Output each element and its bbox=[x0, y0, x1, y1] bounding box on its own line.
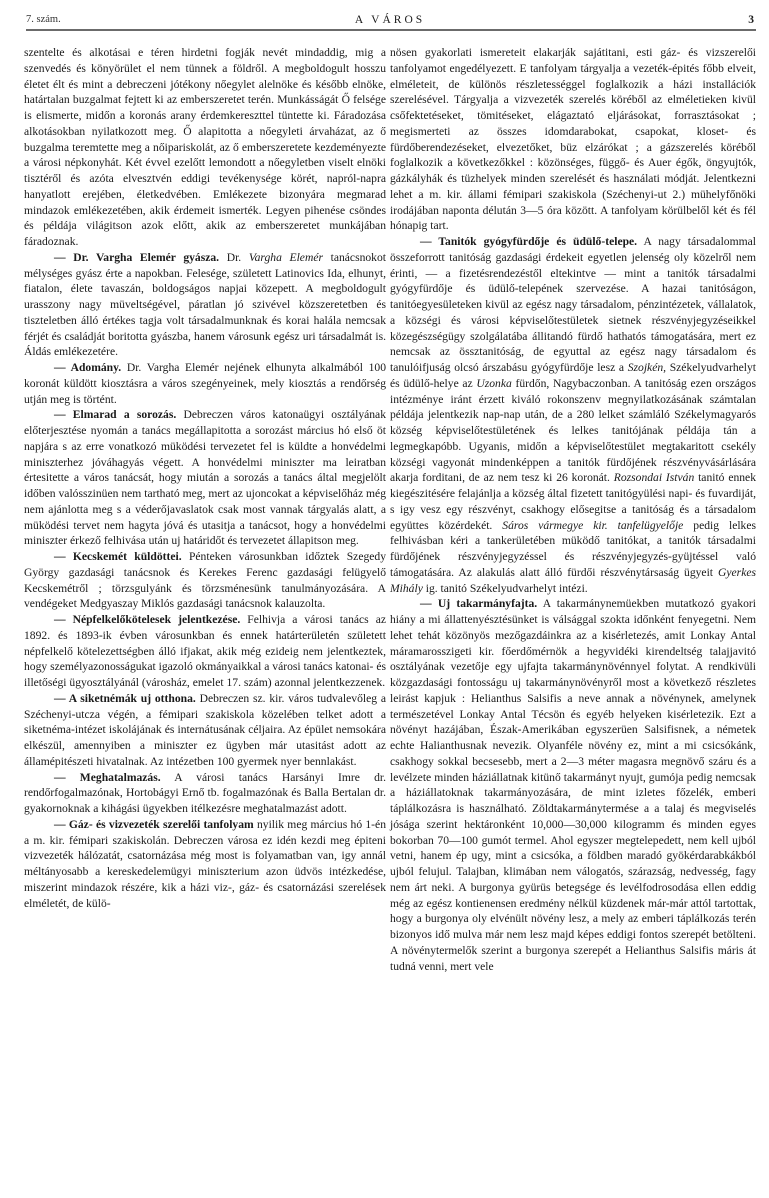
page-number: 3 bbox=[748, 14, 754, 26]
article-nepfelkelo bbox=[24, 612, 386, 691]
page-header bbox=[26, 12, 754, 28]
article-sorozas bbox=[24, 407, 386, 549]
issue-number: 7. szám. bbox=[26, 14, 61, 25]
article-body: Pénteken városunkban időztek Szegedy György gazdasági tanácsnok és Kerekes Ferenc gazdasági felügyelő Kecskemétről ; törzsgulyánk és törzsménesünk tanulmányozására. A vendégeket Medgyaszay Miklós gazdasági tanácsnok kalauzolta. bbox=[24, 550, 386, 611]
newspaper-title: A VÁROS bbox=[354, 14, 426, 26]
article-headline: — Kecskemét küldöttei. bbox=[54, 550, 182, 563]
article-tanitok-furdo bbox=[390, 234, 756, 596]
article-headline: — Meghatalmazás. bbox=[54, 770, 161, 784]
article-vargha-gyasza: — Dr. Vargha Elemér gyásza. Dr. Vargha Elemér tanácsnokot mélységes gyász érte a napokban. Felesége, született Latinovics Ida, elhunyt, fiatalon, élete tavaszán, boldogságos napjai közepett. A megboldogult urasszony nagy müveltségével, páratlan jó szivével közszeretetben és tiszteletben álló értékes tagja volt társadalmunknak és korai halála nemcsak férjét és családját boritotta gyászba, hanem városunk egész uri társadalmát is. Áldás emlékezetére. bbox=[24, 250, 387, 359]
article-headline: — Népfelkelőkötelesek jelentkezése. bbox=[54, 613, 241, 626]
person-name: Vargha Elemér bbox=[248, 250, 323, 264]
article-body: nyilik meg március hó 1-én a m. kir. fémipari szakiskolán. Debreczen városa ez idén kezdi meg épiteni vizvezeték hálózatát, csatornázása még most is folyamatban van, igy annál méltányosabb a kereskedelemügyi miniszterium azon üdvös intézkedése, miszerint mindazok részére, kik a házi viz-, gáz- és csatornázási szerelések elméletét, de külö- bbox=[24, 817, 386, 910]
left-column bbox=[24, 45, 386, 911]
article-kecskemet bbox=[24, 549, 386, 612]
article-headline: — Elmarad a sorozás. bbox=[54, 408, 177, 422]
article-headline: — Uj takarmányfajta. bbox=[420, 597, 538, 611]
article-headline: — Gáz- és vizvezeték szerelői tanfolyam bbox=[54, 817, 254, 831]
article-takarmanyfajta bbox=[390, 596, 756, 974]
article-meghatalmazas bbox=[24, 770, 386, 817]
article-adomany bbox=[24, 360, 386, 407]
article-headline: — Tanitók gyógyfürdője és üdülő-telepe. bbox=[420, 235, 638, 248]
article-body: A takarmánynemüekben mutatkozó gyakori hiány a mi állattenyésztésünket is válsággal szokta időnként fenyegetni. Nem lehet tehát közönyös mezőgazdáinkra az a kisérletezés, amit Lonkay Antal máramarosszigeti kir. főerdőmérnök a hegyvidéki kirendeltség talajjavitó osztályának vezetője egy ujfajta takarmánynövénnyel folytat. A rendkivüli közgazdasági fontosságu uj takarmánynövényről most a következő részletes leirást kapjuk : Helianthus Salsifis a neve annak a növénynek, amelynek természetével Lonkay Antal Técsön és egyéb helyeken kisérletezik. Ezt a növényt hazájában, Észak-Amerikában egyszerüen Salsifisnek, a németek echte Halianthusnak nevezik. Olyanféle növény ez, mint a mi csicsókánk, csakhogy sokkal becsesebb, mert a 2—3 méter magasra megnövő száru és a levélzete minden háziállatnak kitünő takarmányt nyujt, gumója pedig nemcsak a háziállatoknak takarmányozására, de mint izletes főzelék, emberi táplálkozásra is használható. Zöldtakarmánytermése a a talaj és megviselés jósága szerint hektáronként 10,000—30,000 kilogramm és minden egyes bokorban 70—100 gumót termel. Ahol egyszer megtelepedett, nem kell ujból vetni, hanem ép ugy, mint a csicsóka, a földben maradó gyökérdarabkákból ujból felujul. Talajban, klimában nem válogatós, szárazság, nedvesség, fagy nem árt neki. A burgonya gyürüs betegsége és levélfodrosodása ellen eddig még az egész kontienensen eredmény nélkül küzdenek már-már attól tartottak, hogy a burgonya oly elvénült növény lesz, a mely az emberi táplálkozás terén bizonyos idő mulva már nem lesz majd képes eddigi fontos szerepét betölteni. A növénytermelők szerint a burgonya szerepét a Helianthus Salsifis máris át tudná venni, mert vele bbox=[390, 597, 756, 973]
article-headline: — A siketnémák uj otthona. bbox=[54, 691, 196, 705]
emphasized-name: Rozsondai István bbox=[613, 471, 695, 485]
article-headline: — Adomány. bbox=[54, 361, 122, 374]
article-body: A nagy társadalommal összeforrott tanitóság gazdasági érdekeit egyetlen jelenség oly közelről nem érinti, — a fizetésrendezéstől eltekintve — mint a tanitók társadalmi gyógyfürdője és üdülő-telepének szervezése. A hazai tanitóságon, tanitóegyesületeken kivül az egész nagy társadalom, pénzintézetek, vállalatok, a községi és városi képviselőtestületek sietnek részvényjegyzéseikkel közegészségügy szolgálatába állitandó fürdő hathatós támogatására, mert ez nemcsak az össztanitóság, de egyuttal az egész nagy társadalom és tanulóifjuság olcsó árszabásu gyógyfürdője lesz a Szojkén, Székelyudvarhelyt és üdülő-helye az Uzonka fürdőn, Nagybaczonban. A tanitóság ezen országos intézménye iránt érzett kiváló rokonszenv megnyilatkozásának számtalan példája jelentkezik nap-nap után, de a 280 lelket számláló Székelymagyarós község képviselőtestületének és lelkes tanitójának példája tán a legmegkapóbb. Ugyanis, midőn a képviselőtestület megtakaritott csekély községi vagyonát mindenképpen a tanitók fürdőjének részvényvásárlására akarja forditani, de az nem tesz ki 26 koronát. Rozsondai István tanitó ennek kiegészitésére felajánlja a község által fizetett tanitógyülési napi- és fuvardiját, s igy vesz egy részvényt, csakhogy elősegitse a tanitóság és a társadalom együttes közérdekét. Sáros vármegye kir. tanfelügyelője pedig lelkes felhivásban kéri a tankerületében müködő tanitókat, a tanitók társadalmi fürdőjének részvényjegyzéssel és részvényjegyzés-gyüjtéssel való támogatására. Az alakulás alatt álló fürdői részvénytársaság ügyeit Gyerkes Mihály ig. tanitó Székelyudvarhelyt intézi. bbox=[390, 235, 757, 595]
right-column bbox=[390, 45, 756, 974]
article-body: A városi tanács Harsányi Imre dr. rendőrfogalmazónak, Hortobágyi Ernő tb. fogalmazónak és Balla Bertalan dr. gyakornoknak a kihágási ügyekben itélkezésre meghatalmazást adott. bbox=[24, 770, 386, 815]
article-body: tanácsnokot mélységes gyász érte a napokban. Felesége, született Latinovics Ida, elhunyt, fiatalon, élete tavaszán, boldogságos napjai közepett. A megboldogult urasszony nagy müveltségével, páratlan jó szivével közszeretetben és tiszteletben álló értékes tagja volt társadalmunknak és korai halála nemcsak férjét és családját boritotta gyászba, hanem városunk egész uri társadalmát is. Áldás emlékezetére. bbox=[24, 250, 387, 359]
continued-paragraph: nösen gyakorlati ismereteit elakarják sajátitani, esti gáz- és vizszerelői tanfolyamot engedélyezett. E tanfolyam tárgyalja a vezeték-épités főbb elveit, elméleteit, de különös részletességgel foglalkozik a házi installációk szerelésével. Tárgyalja a vizvezeték szerelés köréből az elméletieken kivül csőfektetéseket, tömitéseket, elágaztató eljárásokat, forrasztásokat ; megismerteti az összes idomdarabokat, csapokat, kloset- és fürdőberendezéseket, elvezetőket, büz elzárókat ; a gázszerelés köréből foglalkozik a következőkkel : közönséges, függő- és Auer égők, öngyujtók, gázkályhák és tüzhelyek minden szerelését és használati módját. Jelentkezni lehet a m. kir. állami fémipari szakiskola (Széchenyi-ut 2.) mühelyfőnöki irodájában naponta délután 3—5 óra között. A tanfolyam körülbelől két és fél hónapig tart. bbox=[390, 46, 756, 233]
continued-paragraph: szentelte és alkotásai e téren hirdetni fogják nevét mindaddig, mig a szenvedés és könyörület el nem tünnek a földről. A megboldogult hosszu életet élt és mint a debreczeni jótékony nőegylet alelnöke és később elnöke, határtalan buzgalmat fejtett ki az emberszeretet terén. Munkásságát Ő felsége is elismerte, midőn a koronás arany érdemkereszttel tüntette ki. Fáradozása alkotásokban nyilatkozott meg. Ő alapitotta a nőegyleti árvaházat, az ő buzgalma teremtette meg a nőipariskolát, az ő emberszeretete kezdeményezte a városi népkonyhát. Két évvel ezelőtt lemondott a nőegyletben viselt elnöki tisztéről és azóta elvesztvén eddigi tevékenysége körét, napról-napra hanyatlott erejében, életkedvében. Emlékezete bizonyára megmarad mindazok emlékezetében, akik érdemeit ismerték. Legyen pihenése csöndes és példája világitson azok előtt, akik az emberszeretet munkájában fáradoznak. bbox=[24, 46, 386, 248]
article-body: Debreczen város katonaügyi osztályának előterjesztése nyomán a tanács megállapitotta a sorozást március hó első öt napjára s az erre vonatkozó müködési tervezetet fel is küldte a honvédelmi miniszterhez jóváhagyás végett. A honvédelmi miniszter ma leiratban értesitette a város tanácsát, hogy miután a sorozás a tanács által megjelölt időben valósszinüen nem tartható meg, mert az ujoncokat a képviselőház még nem ajánlotta meg s a véderőjavaslatok csak most vannak tárgyalás alatt, a müködési tervet nem hagyta jóvá és utasitja a tanácsot, hogy a honvédelmi miniszter érkező felhivása után uj határidőt és tervezetet állapitson meg. bbox=[24, 408, 387, 548]
article-body: Debreczen sz. kir. város tudvalevőleg a Széchenyi-utcza végén, a fémipari szakiskola közelében telket adott a siketnéma-intézet iskolájának és internátusának céljaira. Az épület nemsokára elkészül, amennyiben a miniszter ez ügyben már utasitást adott az államépitészeti hivatalnak. Az intézetben 100 gyermek nyer bennlakást. bbox=[24, 691, 386, 768]
emphasized-name: Uzonka bbox=[476, 376, 512, 390]
emphasized-name: Sáros vármegye kir. tanfelügyelője bbox=[502, 518, 684, 532]
article-headline: — Dr. Vargha Elemér gyásza. bbox=[54, 250, 220, 264]
emphasized-name: Gyerkes Mihály bbox=[390, 565, 756, 595]
article-siketnemak bbox=[24, 691, 386, 770]
article-body: Felhivja a városi tanács az 1892. és 1893-ik évben városunkban és ennek határterületén született népfelkelő kötelezettségben álló ifjakat, akik még ezideig nem jelentkeztek, hogy személyazonosságukat igazoló okmányaikkal a városi tanács katonai- és illetőségi ügyosztályánál (városház, emelet 17. szám) azonnal jelentkezzenek. bbox=[24, 613, 386, 689]
article-tanfolyam bbox=[24, 817, 386, 912]
header-rule bbox=[26, 29, 756, 31]
emphasized-name: Szojkén, bbox=[627, 361, 667, 374]
article-body: Dr. Vargha Elemér nejének elhunyta alkalmából 100 koronát küldött kiosztásra a város szegényeinek, mely kiosztás a rendőrség utján meg is történt. bbox=[24, 361, 386, 406]
